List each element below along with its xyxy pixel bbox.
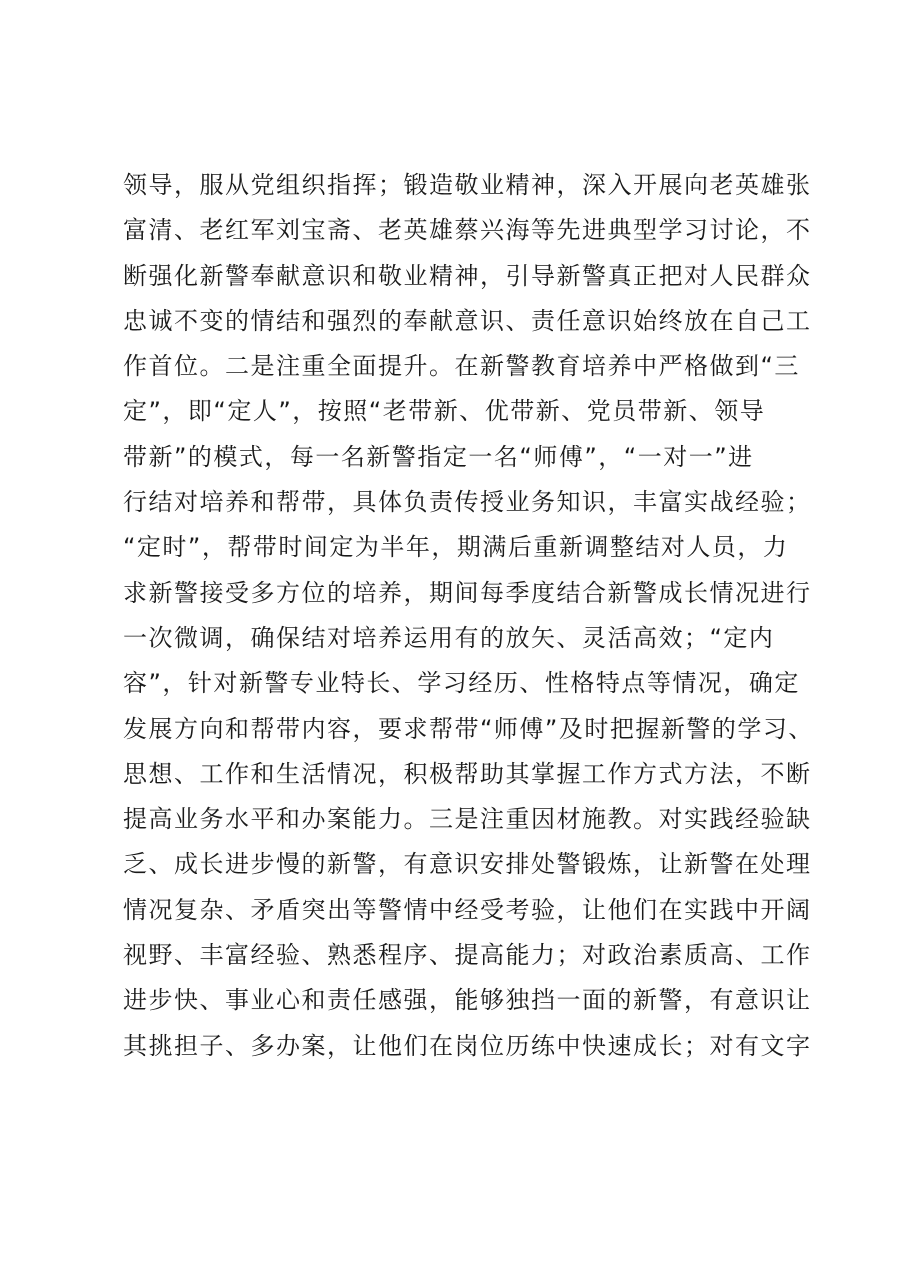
text-line: 行结对培养和帮带，具体负责传授业务知识，丰富实战经验；: [123, 488, 812, 517]
text-line: 进步快、事业心和责任感强，能够独挡一面的新警，有意识让: [123, 986, 812, 1015]
text-line: 作首位。二是注重全面提升。在新警教育培养中严格做到“三: [123, 352, 800, 381]
text-line: 提高业务水平和办案能力。三是注重因材施教。对实践经验缺: [123, 805, 812, 834]
text-line: 定”，即“定人”，按照“老带新、优带新、党员带新、领导: [123, 397, 766, 426]
text-line: 乏、成长进步慢的新警，有意识安排处警锻炼，让新警在处理: [123, 850, 812, 879]
text-line: 求新警接受多方位的培养，期间每季度结合新警成长情况进行: [123, 578, 812, 607]
text-line: 其挑担子、多办案，让他们在岗位历练中快速成长；对有文字: [123, 1031, 812, 1060]
text-line: 富清、老红军刘宝斋、老英雄蔡兴海等先进典型学习讨论，不: [123, 216, 812, 245]
body-paragraph: [123, 163, 813, 1069]
text-line: 思想、工作和生活情况，积极帮助其掌握工作方式方法，不断: [123, 759, 812, 788]
text-line: 一次微调，确保结对培养运用有的放矢、灵活高效；“定内: [123, 623, 775, 652]
text-line: “定时”，帮带时间定为半年，期满后重新调整结对人员，力: [123, 533, 789, 562]
text-line: 忠诚不变的情结和强烈的奉献意识、责任意识始终放在自己工: [123, 306, 812, 335]
text-line: 带新”的模式，每一名新警指定一名“师傅”，“一对一”进: [123, 442, 754, 471]
text-line: 视野、丰富经验、熟悉程序、提高能力；对政治素质高、工作: [123, 941, 812, 970]
text-line: 断强化新警奉献意识和敬业精神，引导新警真正把对人民群众: [123, 261, 812, 290]
text-line: 容”，针对新警专业特长、学习经历、性格特点等情况，确定: [123, 669, 800, 698]
text-line: 情况复杂、矛盾突出等警情中经受考验，让他们在实践中开阔: [123, 895, 812, 924]
text-line: 发展方向和帮带内容，要求帮带“师傅”及时把握新警的学习、: [123, 714, 814, 743]
text-line: 领导，服从党组织指挥；锻造敬业精神，深入开展向老英雄张: [123, 171, 812, 199]
